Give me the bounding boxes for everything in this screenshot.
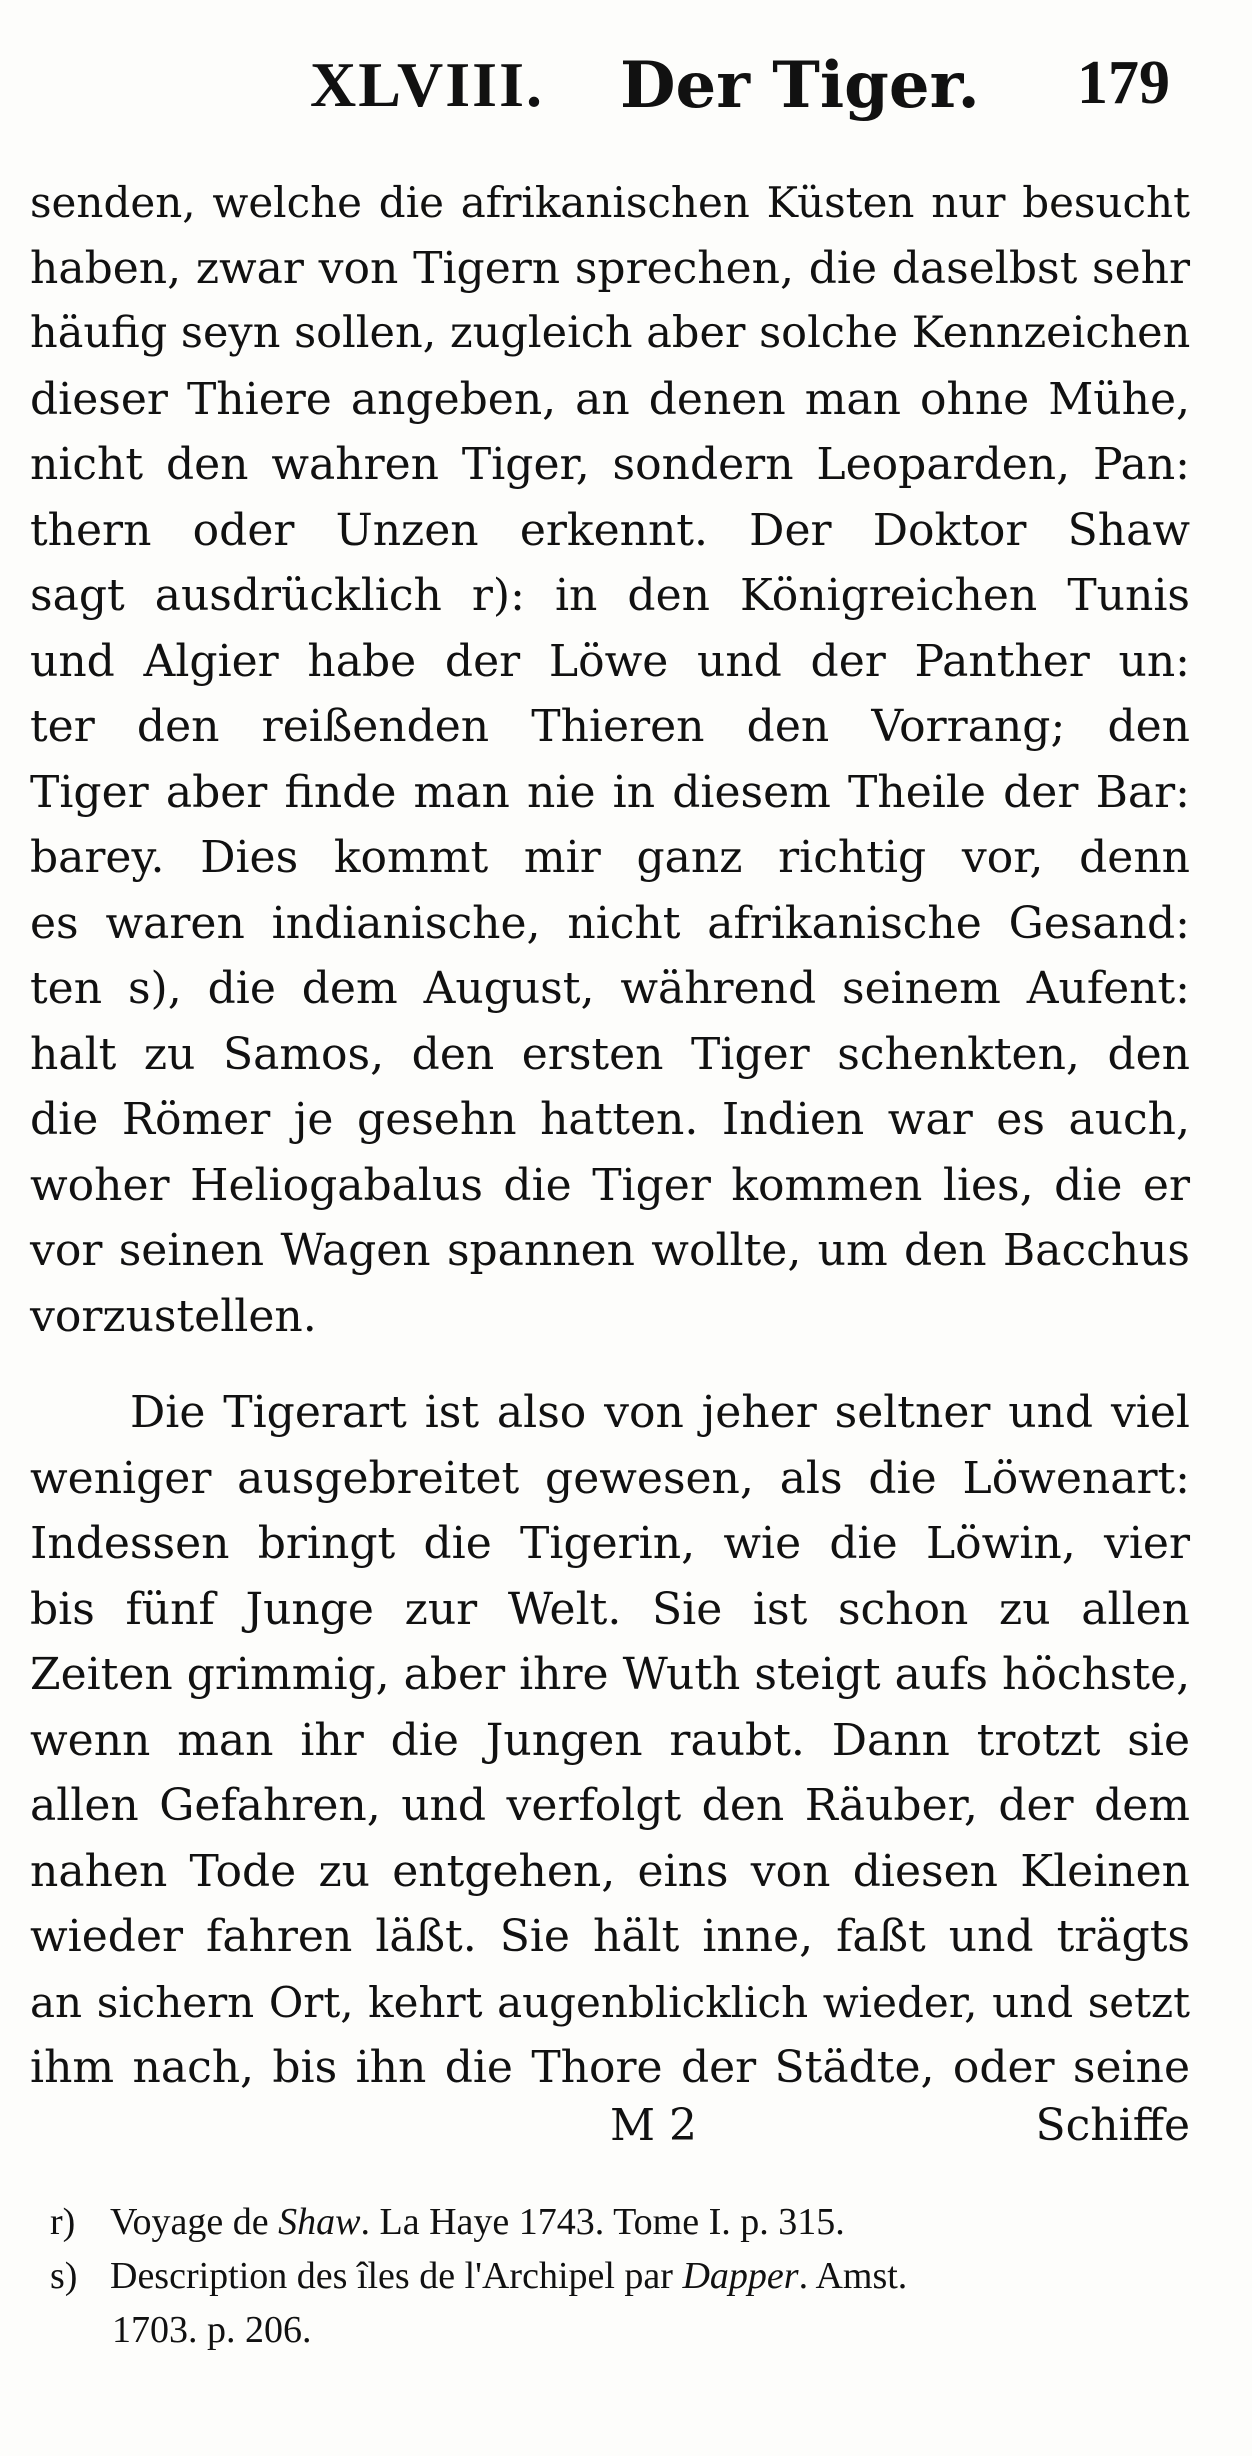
signature-mark: M 2	[610, 2100, 698, 2151]
catchword: Schiffe	[1035, 2100, 1190, 2151]
text-line: Zeiten grimmig, aber ihre Wuth steigt aufs höchste,	[30, 1649, 1191, 1700]
page-number: 179	[1077, 49, 1170, 117]
text-line: barey. Dies kommt mir ganz richtig vor, denn	[30, 832, 1190, 883]
paragraph-2	[30, 1380, 1190, 2101]
footnote-author: Dapper	[682, 2255, 799, 2297]
running-header	[310, 48, 1190, 138]
text-line: ihm nach, bis ihn die Thore der Städte, oder seine	[30, 2042, 1190, 2093]
text-line: ter den reißenden Thieren den Vorrang; den	[30, 701, 1190, 752]
footnote-text: Voyage de	[110, 2201, 279, 2243]
text-line: Tiger aber finde man nie in diesem Theile der Bar:	[30, 766, 1190, 818]
footnote-marker: s)	[50, 2255, 78, 2297]
text-line: thern oder Unzen erkennt. Der Doktor Shaw	[30, 504, 1190, 556]
text-line: wenn man ihr die Jungen raubt. Dann trotzt sie	[30, 1714, 1190, 1766]
text-line: halt zu Samos, den ersten Tiger schenkten, den	[30, 1028, 1190, 1080]
text-line: und Algier habe der Löwe und der Panther un:	[30, 635, 1190, 687]
text-line: wieder fahren läßt. Sie hält inne, faßt und trägts	[30, 1911, 1190, 1962]
text-line: bis fünf Junge zur Welt. Sie ist schon zu allen	[30, 1583, 1190, 1635]
text-line: häufig seyn sollen, zugleich aber solche Kennzeichen	[30, 308, 1191, 358]
text-line: allen Gefahren, und verfolgt den Räuber, der dem	[30, 1780, 1190, 1831]
footnote-text: Description des îles de l'Archipel par	[110, 2255, 683, 2297]
text-line: ten s), die dem August, während seinem Aufent:	[30, 963, 1190, 1014]
text-line: Die Tigerart ist also von jeher seltner und viel	[130, 1387, 1190, 1438]
text-line: woher Heliogabalus die Tiger kommen lies, die er	[30, 1159, 1190, 1211]
footnote-s-continuation: 1703. p. 206.	[112, 2309, 312, 2351]
footnote-marker: r)	[50, 2201, 76, 2243]
text-line: sagt ausdrücklich r): in den Königreichen Tunis	[30, 570, 1190, 621]
paragraph-1	[30, 170, 1190, 1349]
text-line: haben, zwar von Tigern sprechen, die daselbst sehr	[30, 242, 1190, 294]
text-line: dieser Thiere angeben, an denen man ohne Mühe,	[30, 373, 1190, 425]
text-line: weniger ausgebreitet gewesen, als die Löwenart:	[30, 1452, 1190, 1504]
text-line: vorzustellen.	[30, 1290, 317, 1342]
text-line: an sichern Ort, kehrt augenblicklich wieder, und setzt	[30, 1977, 1190, 2027]
footnote-r	[50, 2195, 1200, 2249]
text-line: nicht den wahren Tiger, sondern Leoparden, Pan:	[30, 439, 1190, 490]
text-line: die Römer je gesehn hatten. Indien war es auch,	[30, 1094, 1190, 1145]
footnote-text: . La Haye 1743. Tome I. p. 315.	[360, 2201, 845, 2243]
text-line: vor seinen Wagen spannen wollte, um den Bacchus	[30, 1225, 1190, 1276]
footnote-author: Shaw	[278, 2201, 361, 2243]
text-line: nahen Tode zu entgehen, eins von diesen Kleinen	[30, 1845, 1190, 1897]
footnotes	[50, 2195, 1200, 2357]
running-title: Der Tiger.	[620, 48, 980, 123]
text-line: Indessen bringt die Tigerin, wie die Löwin, vier	[30, 1518, 1190, 1569]
footnote-text: . Amst.	[798, 2255, 908, 2297]
text-line: senden, welche die afrikanischen Küsten nur besucht	[30, 178, 1190, 227]
footnote-s	[50, 2249, 1200, 2303]
page-footer	[30, 2100, 1190, 2170]
text-line: es waren indianische, nicht afrikanische Gesand:	[30, 897, 1190, 949]
chapter-number: XLVIII.	[310, 49, 544, 120]
